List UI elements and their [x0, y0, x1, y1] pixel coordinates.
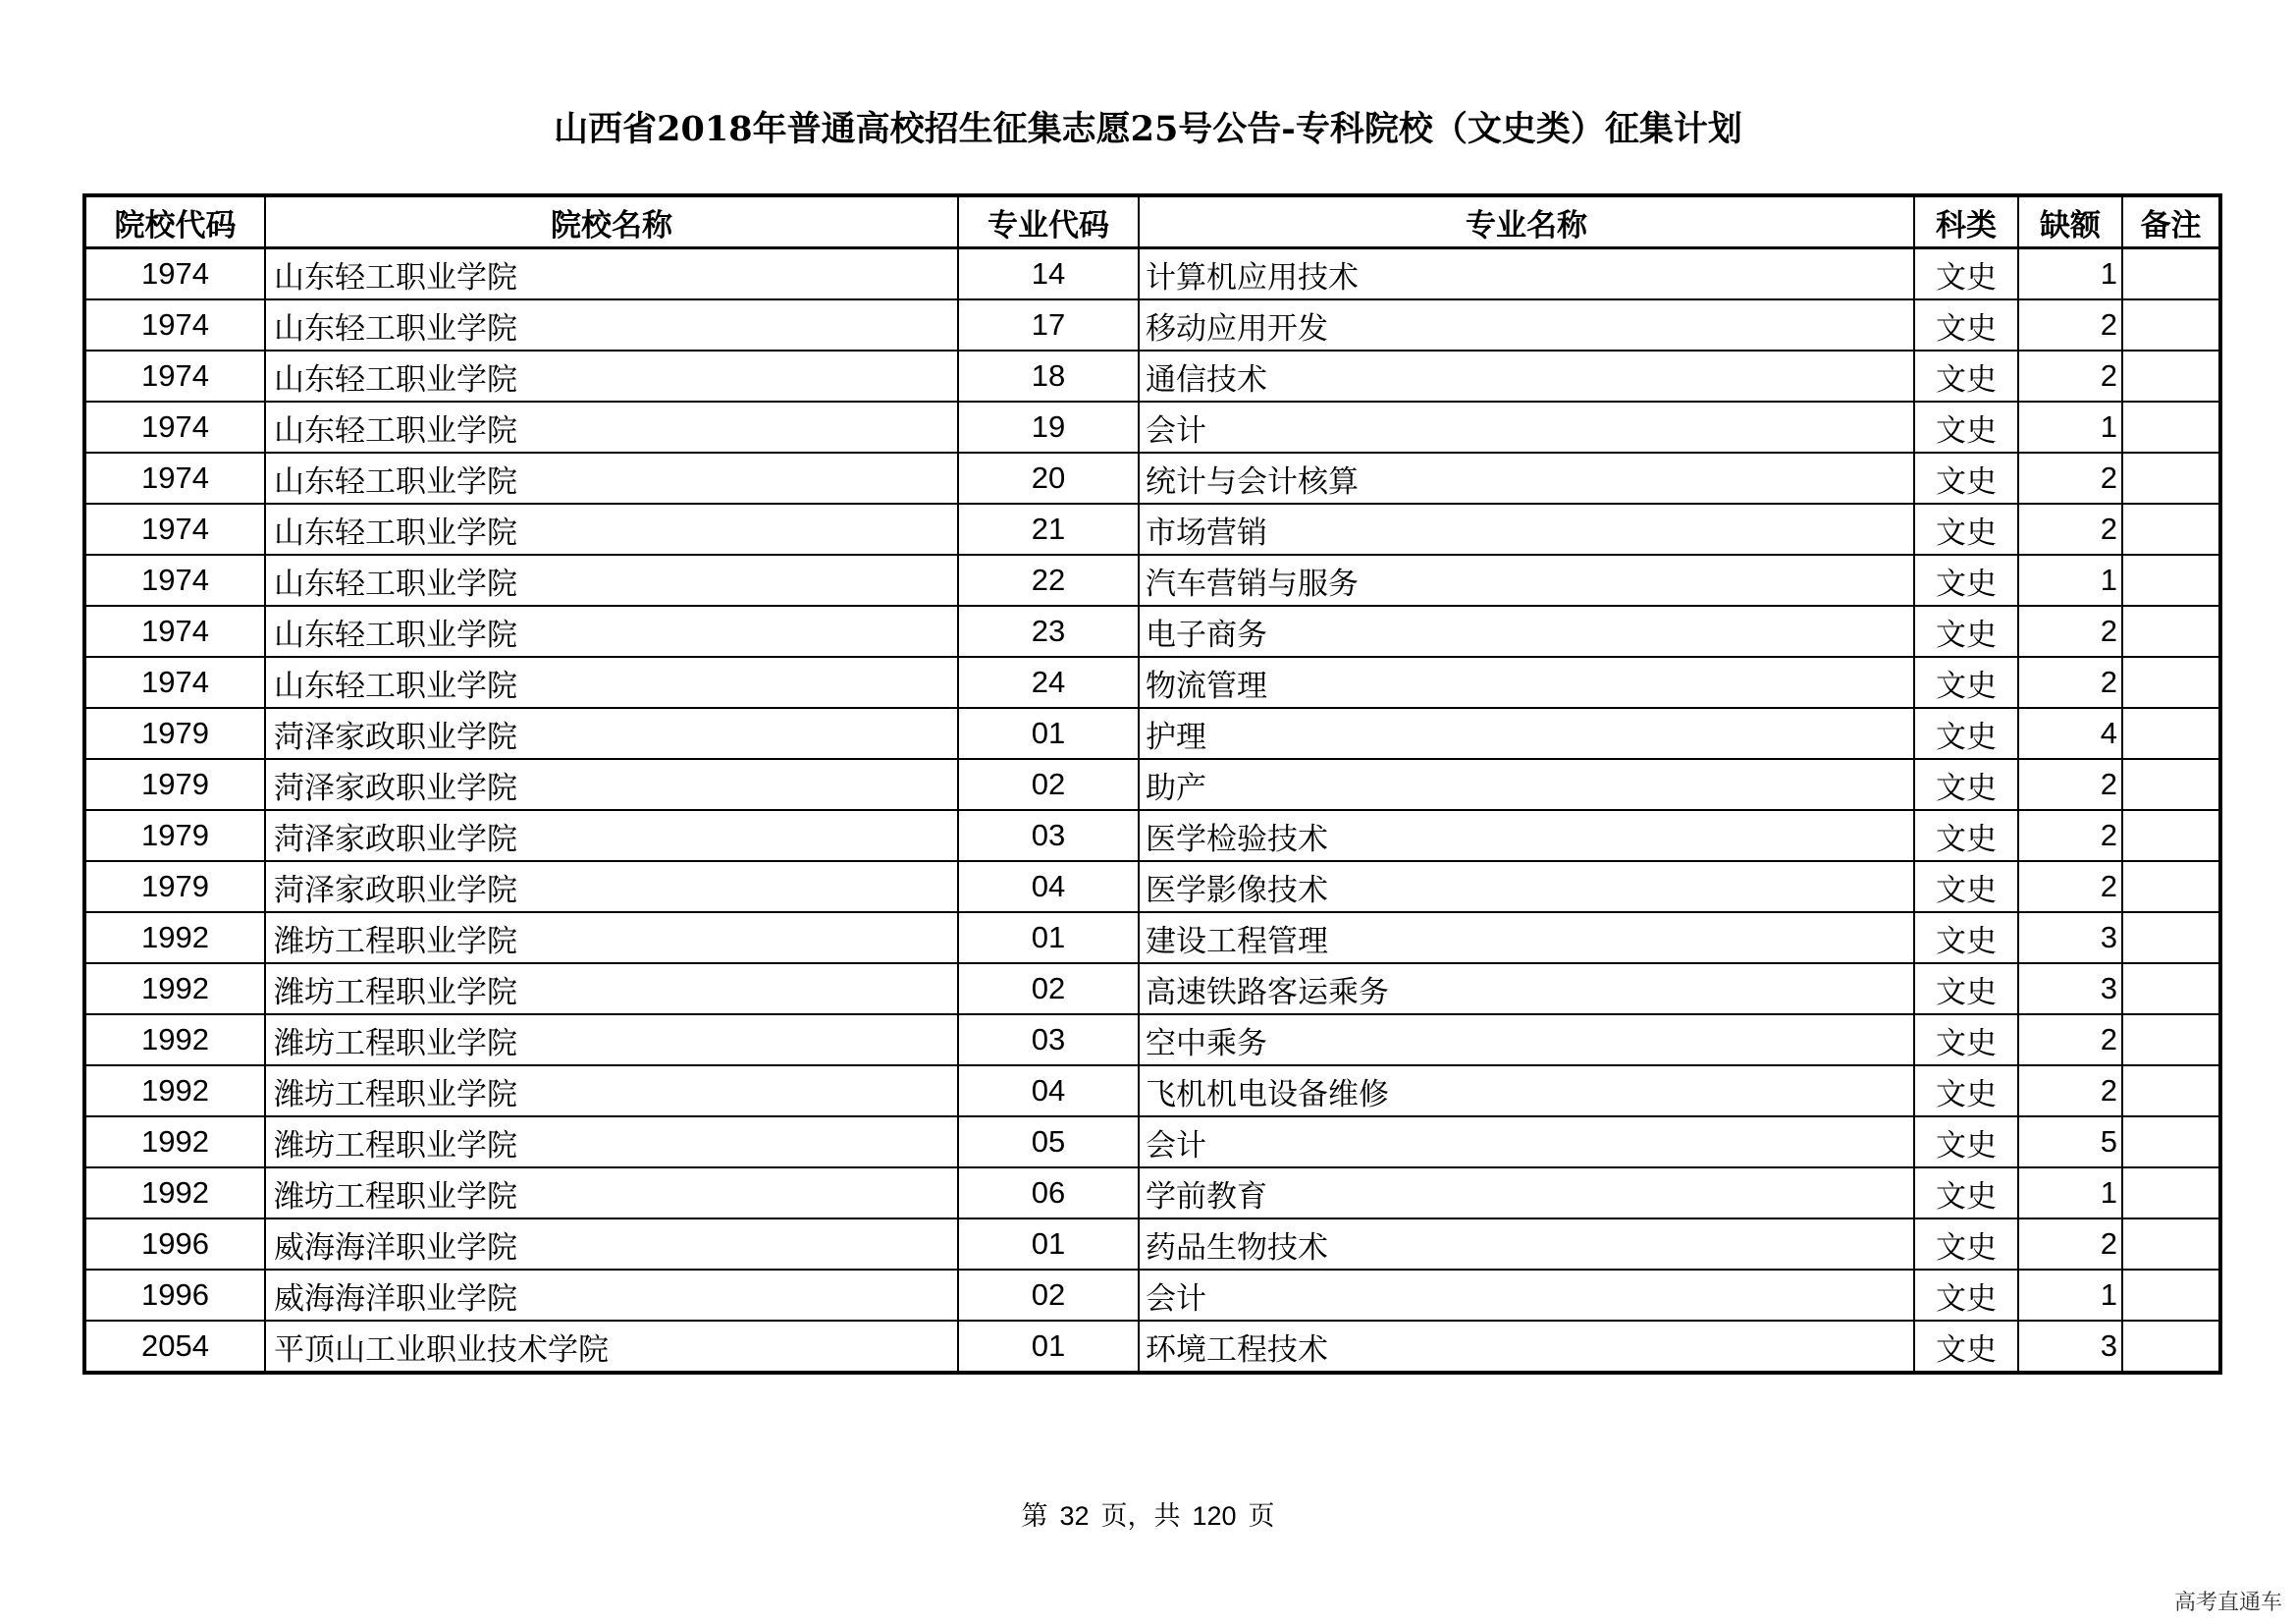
major-name-cell: 高速铁路客运乘务 [1139, 963, 1914, 1014]
major-name-cell: 学前教育 [1139, 1167, 1914, 1218]
school-name-cell: 潍坊工程职业学院 [265, 963, 958, 1014]
table-row [84, 1014, 2220, 1065]
header-school-name: 院校名称 [265, 195, 958, 248]
table-row [84, 453, 2220, 504]
school-name-cell: 菏泽家政职业学院 [265, 708, 958, 759]
watermark: 高考直通车 [2173, 1591, 2282, 1615]
school-name-cell: 山东轻工职业学院 [265, 248, 958, 300]
quota-cell: 2 [2018, 299, 2122, 351]
quota-cell: 2 [2018, 1014, 2122, 1065]
major-name-cell: 统计与会计核算 [1139, 453, 1914, 504]
school-name-cell: 威海海洋职业学院 [265, 1218, 958, 1270]
major-code-cell: 03 [958, 1014, 1139, 1065]
major-code-cell: 01 [958, 912, 1139, 963]
note-cell [2122, 555, 2220, 606]
school-name-cell: 威海海洋职业学院 [265, 1270, 958, 1321]
quota-cell: 1 [2018, 1270, 2122, 1321]
header-school-code: 院校代码 [84, 195, 265, 248]
school-name-cell: 山东轻工职业学院 [265, 504, 958, 555]
school-name-cell: 山东轻工职业学院 [265, 606, 958, 657]
school-code-cell: 1979 [84, 759, 265, 810]
table-row [84, 606, 2220, 657]
category-cell: 文史 [1914, 1116, 2018, 1167]
note-cell [2122, 606, 2220, 657]
quota-cell: 2 [2018, 657, 2122, 708]
table-row [84, 810, 2220, 861]
quota-cell: 3 [2018, 963, 2122, 1014]
school-name-cell: 潍坊工程职业学院 [265, 1014, 958, 1065]
enrollment-plan-table [82, 193, 2222, 1375]
category-cell: 文史 [1914, 1065, 2018, 1116]
school-name-cell: 山东轻工职业学院 [265, 657, 958, 708]
page-footer [0, 1494, 2296, 1533]
category-cell: 文史 [1914, 299, 2018, 351]
note-cell [2122, 861, 2220, 912]
major-code-cell: 19 [958, 402, 1139, 453]
quota-cell: 2 [2018, 351, 2122, 402]
major-code-cell: 04 [958, 1065, 1139, 1116]
note-cell [2122, 248, 2220, 300]
major-name-cell: 护理 [1139, 708, 1914, 759]
note-cell [2122, 810, 2220, 861]
category-cell: 文史 [1914, 1167, 2018, 1218]
category-cell: 文史 [1914, 708, 2018, 759]
category-cell: 文史 [1914, 1218, 2018, 1270]
header-major-code: 专业代码 [958, 195, 1139, 248]
major-code-cell: 01 [958, 1321, 1139, 1373]
school-code-cell: 1974 [84, 606, 265, 657]
table-header-row [84, 195, 2220, 248]
note-cell [2122, 1065, 2220, 1116]
note-cell [2122, 963, 2220, 1014]
footer-total-pages: 120 [1192, 1501, 1237, 1531]
note-cell [2122, 759, 2220, 810]
note-cell [2122, 708, 2220, 759]
category-cell: 文史 [1914, 861, 2018, 912]
footer-middle: 页，共 [1100, 1501, 1181, 1531]
school-name-cell: 菏泽家政职业学院 [265, 759, 958, 810]
major-code-cell: 23 [958, 606, 1139, 657]
note-cell [2122, 1218, 2220, 1270]
major-name-cell: 市场营销 [1139, 504, 1914, 555]
table-row [84, 861, 2220, 912]
table-row [84, 504, 2220, 555]
category-cell: 文史 [1914, 657, 2018, 708]
school-code-cell: 1992 [84, 1065, 265, 1116]
table-row [84, 1218, 2220, 1270]
table-row [84, 299, 2220, 351]
page-title: 山西省2018年普通高校招生征集志愿25号公告-专科院校（文史类）征集计划 [554, 109, 1742, 149]
quota-cell: 2 [2018, 1065, 2122, 1116]
school-name-cell: 山东轻工职业学院 [265, 351, 958, 402]
major-name-cell: 空中乘务 [1139, 1014, 1914, 1065]
quota-cell: 4 [2018, 708, 2122, 759]
major-name-cell: 飞机机电设备维修 [1139, 1065, 1914, 1116]
major-name-cell: 电子商务 [1139, 606, 1914, 657]
school-name-cell: 平顶山工业职业技术学院 [265, 1321, 958, 1373]
major-name-cell: 计算机应用技术 [1139, 248, 1914, 300]
category-cell: 文史 [1914, 504, 2018, 555]
table-row [84, 912, 2220, 963]
quota-cell: 3 [2018, 912, 2122, 963]
note-cell [2122, 1270, 2220, 1321]
table-row [84, 759, 2220, 810]
quota-cell: 1 [2018, 555, 2122, 606]
major-name-cell: 会计 [1139, 1116, 1914, 1167]
table-row [84, 963, 2220, 1014]
major-code-cell: 21 [958, 504, 1139, 555]
school-code-cell: 1979 [84, 708, 265, 759]
major-code-cell: 14 [958, 248, 1139, 300]
school-code-cell: 1974 [84, 402, 265, 453]
school-code-cell: 1974 [84, 351, 265, 402]
category-cell: 文史 [1914, 1014, 2018, 1065]
major-code-cell: 20 [958, 453, 1139, 504]
category-cell: 文史 [1914, 606, 2018, 657]
school-code-cell: 1974 [84, 657, 265, 708]
major-name-cell: 环境工程技术 [1139, 1321, 1914, 1373]
school-name-cell: 山东轻工职业学院 [265, 555, 958, 606]
major-name-cell: 会计 [1139, 1270, 1914, 1321]
category-cell: 文史 [1914, 912, 2018, 963]
school-name-cell: 潍坊工程职业学院 [265, 1116, 958, 1167]
school-code-cell: 1974 [84, 248, 265, 300]
table-row [84, 351, 2220, 402]
note-cell [2122, 657, 2220, 708]
table-row [84, 1270, 2220, 1321]
enrollment-plan-table-container [82, 193, 2222, 1375]
school-code-cell: 2054 [84, 1321, 265, 1373]
major-name-cell: 移动应用开发 [1139, 299, 1914, 351]
table-row [84, 1167, 2220, 1218]
note-cell [2122, 1167, 2220, 1218]
major-code-cell: 06 [958, 1167, 1139, 1218]
major-name-cell: 医学影像技术 [1139, 861, 1914, 912]
quota-cell: 3 [2018, 1321, 2122, 1373]
school-code-cell: 1974 [84, 555, 265, 606]
school-code-cell: 1974 [84, 299, 265, 351]
school-code-cell: 1974 [84, 504, 265, 555]
school-code-cell: 1992 [84, 963, 265, 1014]
school-name-cell: 菏泽家政职业学院 [265, 810, 958, 861]
school-name-cell: 山东轻工职业学院 [265, 402, 958, 453]
major-name-cell: 药品生物技术 [1139, 1218, 1914, 1270]
major-name-cell: 建设工程管理 [1139, 912, 1914, 963]
note-cell [2122, 453, 2220, 504]
major-code-cell: 04 [958, 861, 1139, 912]
footer-prefix: 第 [1021, 1501, 1048, 1531]
quota-cell: 5 [2018, 1116, 2122, 1167]
header-major-name: 专业名称 [1139, 195, 1914, 248]
quota-cell: 2 [2018, 453, 2122, 504]
major-code-cell: 02 [958, 759, 1139, 810]
quota-cell: 1 [2018, 1167, 2122, 1218]
category-cell: 文史 [1914, 402, 2018, 453]
school-name-cell: 潍坊工程职业学院 [265, 1065, 958, 1116]
school-name-cell: 潍坊工程职业学院 [265, 912, 958, 963]
header-category: 科类 [1914, 195, 2018, 248]
table-row [84, 1321, 2220, 1373]
note-cell [2122, 299, 2220, 351]
footer-suffix: 页 [1248, 1501, 1275, 1531]
category-cell: 文史 [1914, 963, 2018, 1014]
category-cell: 文史 [1914, 1270, 2018, 1321]
category-cell: 文史 [1914, 759, 2018, 810]
school-name-cell: 菏泽家政职业学院 [265, 861, 958, 912]
major-name-cell: 助产 [1139, 759, 1914, 810]
school-code-cell: 1979 [84, 861, 265, 912]
footer-page-number: 32 [1059, 1501, 1090, 1531]
note-cell [2122, 504, 2220, 555]
quota-cell: 2 [2018, 606, 2122, 657]
school-code-cell: 1992 [84, 1167, 265, 1218]
category-cell: 文史 [1914, 248, 2018, 300]
category-cell: 文史 [1914, 555, 2018, 606]
note-cell [2122, 1321, 2220, 1373]
major-code-cell: 01 [958, 708, 1139, 759]
table-row [84, 555, 2220, 606]
header-note: 备注 [2122, 195, 2220, 248]
major-code-cell: 17 [958, 299, 1139, 351]
school-code-cell: 1979 [84, 810, 265, 861]
major-name-cell: 通信技术 [1139, 351, 1914, 402]
school-code-cell: 1992 [84, 912, 265, 963]
major-name-cell: 汽车营销与服务 [1139, 555, 1914, 606]
major-code-cell: 02 [958, 963, 1139, 1014]
category-cell: 文史 [1914, 1321, 2018, 1373]
school-code-cell: 1992 [84, 1116, 265, 1167]
quota-cell: 1 [2018, 402, 2122, 453]
quota-cell: 2 [2018, 810, 2122, 861]
major-code-cell: 02 [958, 1270, 1139, 1321]
school-code-cell: 1996 [84, 1270, 265, 1321]
quota-cell: 2 [2018, 861, 2122, 912]
note-cell [2122, 402, 2220, 453]
note-cell [2122, 1014, 2220, 1065]
note-cell [2122, 351, 2220, 402]
major-name-cell: 会计 [1139, 402, 1914, 453]
major-code-cell: 22 [958, 555, 1139, 606]
category-cell: 文史 [1914, 810, 2018, 861]
quota-cell: 1 [2018, 248, 2122, 300]
note-cell [2122, 1116, 2220, 1167]
school-name-cell: 潍坊工程职业学院 [265, 1167, 958, 1218]
school-code-cell: 1996 [84, 1218, 265, 1270]
quota-cell: 2 [2018, 759, 2122, 810]
table-row [84, 657, 2220, 708]
major-code-cell: 03 [958, 810, 1139, 861]
major-name-cell: 医学检验技术 [1139, 810, 1914, 861]
school-code-cell: 1974 [84, 453, 265, 504]
major-code-cell: 05 [958, 1116, 1139, 1167]
major-name-cell: 物流管理 [1139, 657, 1914, 708]
major-code-cell: 18 [958, 351, 1139, 402]
category-cell: 文史 [1914, 351, 2018, 402]
quota-cell: 2 [2018, 1218, 2122, 1270]
table-row [84, 402, 2220, 453]
table-row [84, 1065, 2220, 1116]
table-row [84, 708, 2220, 759]
school-name-cell: 山东轻工职业学院 [265, 299, 958, 351]
major-code-cell: 24 [958, 657, 1139, 708]
table-row [84, 1116, 2220, 1167]
header-quota: 缺额 [2018, 195, 2122, 248]
quota-cell: 2 [2018, 504, 2122, 555]
category-cell: 文史 [1914, 453, 2018, 504]
table-row [84, 248, 2220, 300]
school-code-cell: 1992 [84, 1014, 265, 1065]
major-code-cell: 01 [958, 1218, 1139, 1270]
note-cell [2122, 912, 2220, 963]
school-name-cell: 山东轻工职业学院 [265, 453, 958, 504]
